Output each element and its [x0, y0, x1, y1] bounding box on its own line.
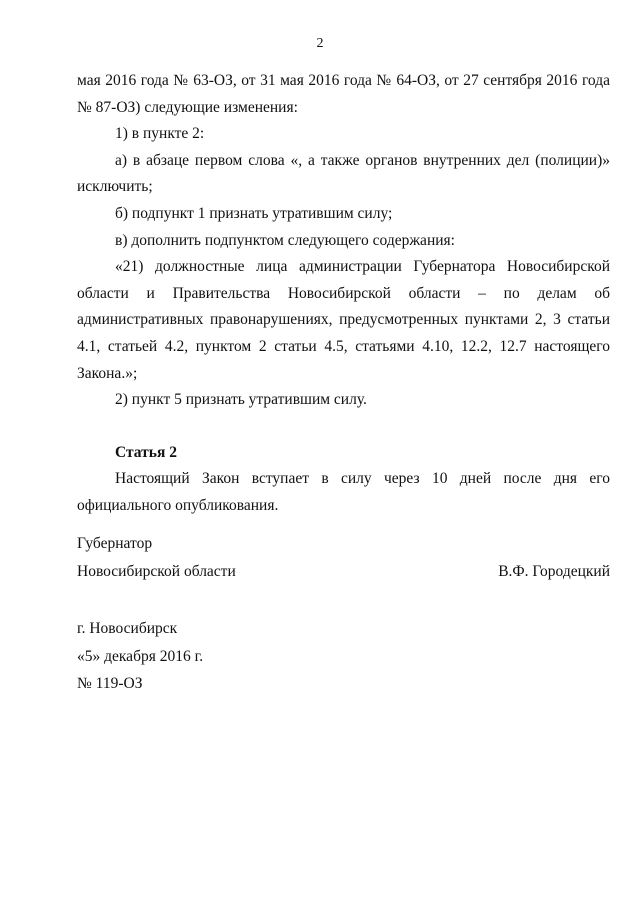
signature-position-title: Губернатор: [77, 535, 153, 552]
item-c: в) дополнить подпунктом следующего содержания:: [115, 231, 455, 249]
signature-name: В.Ф. Городецкий: [498, 563, 610, 580]
item-a: а) в абзаце первом слова «, а также органов внутренних дел (полиции)» исключить;: [77, 151, 610, 196]
quote-subitem-21: «21) должностные лица администрации Губернатора Новосибирской области и Правительства Новосибирской области – по делам об административных правонарушениях, предусмотренных пунктами 2, 3 статьи 4.1, статьей 4.2, пунктом 2 статьи 4.5, статьями 4.10, 12.2, 12.7 настоящего Закона.»;: [77, 258, 610, 382]
intro-line-2: № 87-ОЗ) следующие изменения:: [77, 98, 298, 116]
place-city: г. Новосибирск: [77, 620, 178, 637]
signature-position-line-1: [77, 530, 610, 558]
intro-line-1: мая 2016 года № 63-ОЗ, от 31 мая 2016 года № 64-ОЗ, от 27 сентября 2016 года: [77, 72, 610, 89]
item-2: 2) пункт 5 признать утратившим силу.: [115, 391, 367, 409]
item-1: 1) в пункте 2:: [115, 125, 205, 143]
section-spacer: [77, 414, 610, 440]
signature-position-line-2: [77, 558, 610, 586]
signature-block: [77, 530, 610, 586]
page-number: 2: [316, 36, 324, 51]
item-b: б) подпункт 1 признать утратившим силу;: [115, 204, 393, 222]
law-number: № 119-ОЗ: [77, 675, 143, 692]
place-date-block: [77, 615, 610, 698]
signature-region: Новосибирской области: [77, 563, 236, 580]
article-2-text: Настоящий Закон вступает в силу через 10 дней после дня его официального опубликования.: [77, 470, 610, 514]
article-2-title: Статья 2: [115, 443, 177, 461]
document-body: [77, 68, 610, 520]
place-date: «5» декабря 2016 г.: [77, 647, 204, 665]
